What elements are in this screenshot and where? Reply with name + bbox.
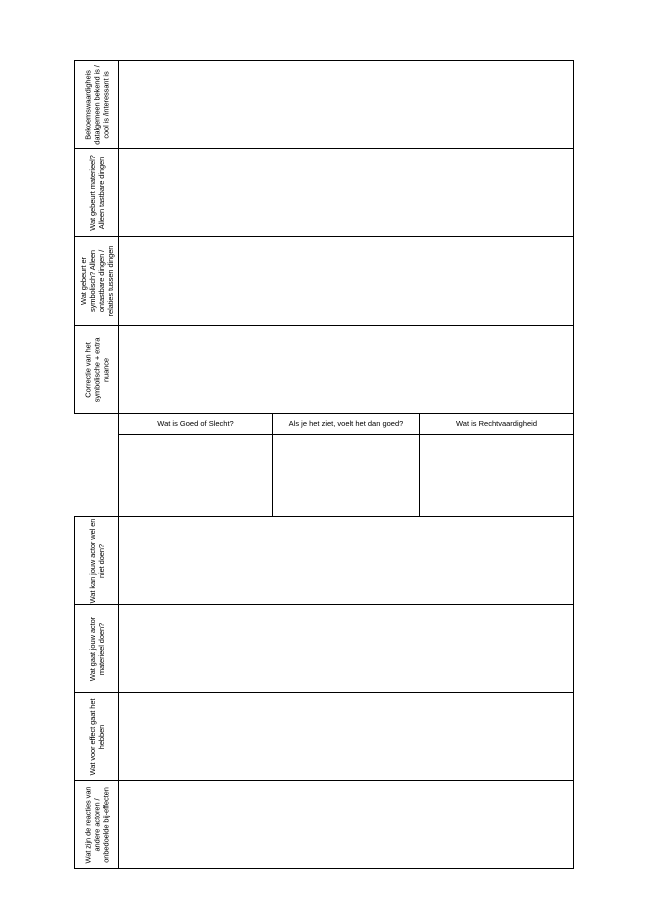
answer-box-symbolisch[interactable]	[118, 236, 574, 326]
column-header-goed-slecht: Wat is Goed of Slecht?	[118, 413, 273, 435]
answer-box-goed-slecht[interactable]	[118, 434, 273, 517]
answer-box-rechtvaardigheid[interactable]	[419, 434, 574, 517]
row-label-text: Wat gebeurt er symbolisch? Alleen ontastbare dingen / relaties tussen dingen	[78, 245, 115, 317]
row-label-text: Wat gaat jouw actor materieel doen?	[87, 616, 106, 681]
answer-box-voelt-goed[interactable]	[272, 434, 420, 517]
row-label-kan-doen	[74, 516, 119, 605]
answer-box-kan-doen[interactable]	[118, 516, 574, 605]
row-label-text: Wat zijn de reacties van andere actoren / onbedoelde bij-effecten	[83, 786, 110, 863]
answer-box-effect[interactable]	[118, 692, 574, 781]
row-label-materieel	[74, 148, 119, 237]
row-label-gaat-doen	[74, 604, 119, 693]
answer-box-materieel[interactable]	[118, 148, 574, 237]
row-label-effect	[74, 692, 119, 781]
row-label-reacties	[74, 780, 119, 869]
row-label-correctie	[74, 325, 119, 414]
row-label-symbolisch	[74, 236, 119, 326]
row-label-text: Wat gebeurt materieel? Alleen tastbare dingen	[87, 154, 106, 231]
column-header-voelt-goed: Als je het ziet, voelt het dan goed?	[272, 413, 420, 435]
answer-box-bekoemswaardig[interactable]	[118, 60, 574, 149]
row-label-text: Wat voor effect gaat het hebben	[87, 698, 106, 775]
row-label-bekoemswaardig	[74, 60, 119, 149]
answer-box-correctie[interactable]	[118, 325, 574, 414]
row-label-text: Correctie van het symbolische + extra nuance	[83, 337, 110, 402]
answer-box-reacties[interactable]	[118, 780, 574, 869]
row-label-text: Wat kan jouw actor wel en niet doen?	[87, 518, 106, 603]
row-label-text: Bekoemswaardigheis datalgemeen bekend is / cool is /interessant is	[83, 64, 110, 145]
column-header-rechtvaardigheid: Wat is Rechtvaardigheid	[419, 413, 574, 435]
answer-box-gaat-doen[interactable]	[118, 604, 574, 693]
